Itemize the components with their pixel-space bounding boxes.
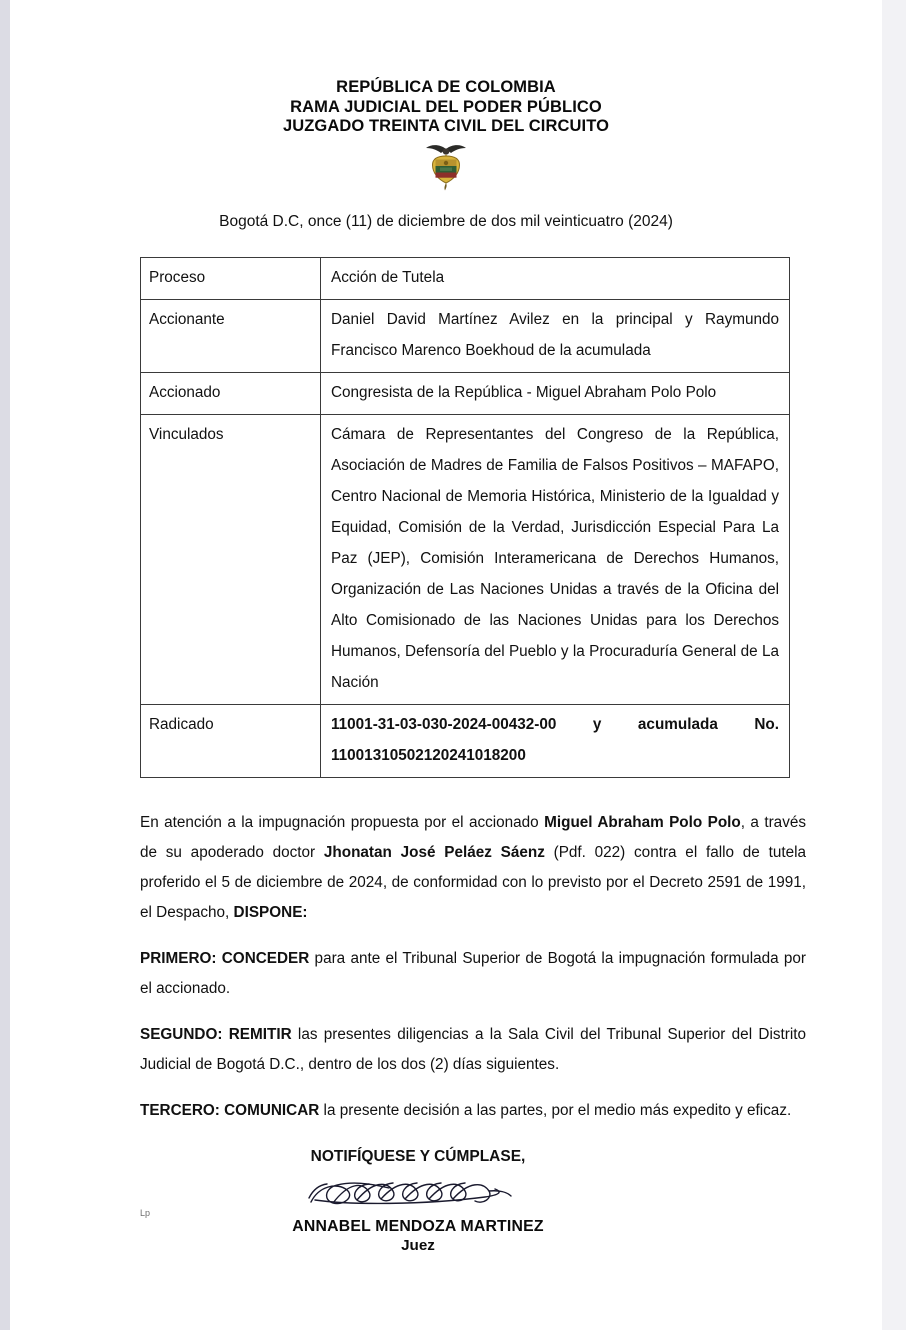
table-key-vinculados: Vinculados (141, 414, 321, 704)
intro-part-1: En atención a la impugnación propuesta por el accionado (140, 813, 545, 831)
table-row (141, 299, 790, 372)
table-value-proceso: Acción de Tutela (321, 257, 790, 299)
left-page-gutter (0, 0, 10, 1330)
judge-role: Juez (401, 1236, 435, 1254)
header-line-judicial-branch: RAMA JUDICIAL DEL PODER PÚBLICO (290, 97, 602, 116)
intro-bold-accionado: Miguel Abraham Polo Polo (544, 813, 741, 831)
table-value-radicado: 11001-31-03-030-2024-00432-00 y acumulada No. 11001310502120241018200 (321, 704, 790, 777)
date-line: Bogotá D.C, once (11) de diciembre de dos mil veinticuatro (2024) (219, 212, 673, 230)
table-key-proceso: Proceso (141, 257, 321, 299)
segundo-label: SEGUNDO: REMITIR (140, 1025, 292, 1043)
document-header (10, 0, 882, 191)
signature-block (140, 1172, 806, 1254)
right-page-gutter (882, 0, 906, 1330)
table-row (141, 704, 790, 777)
table-key-accionado: Accionado (141, 372, 321, 414)
case-info-table (140, 257, 790, 778)
primero-label: PRIMERO: CONCEDER (140, 949, 310, 967)
table-key-radicado: Radicado (141, 704, 321, 777)
colombia-coat-of-arms-icon (423, 141, 469, 191)
paragraph-segundo (140, 1020, 806, 1080)
table-key-accionante: Accionante (141, 299, 321, 372)
table-value-accionado: Congresista de la República - Miguel Abraham Polo Polo (321, 372, 790, 414)
segundo-text: las presentes diligencias a la Sala Civil del Tribunal Superior del Distrito Judicial de Bogotá D.C., dentro de los dos (2) días siguientes. (140, 1025, 806, 1073)
table-value-vinculados: Cámara de Representantes del Congreso de la República, Asociación de Madres de Familia de Falsos Positivos – MAFAPO, Centro Nacional de Memoria Histórica, Ministerio de la Igualdad y Equidad, Comisión de la Verdad, Jurisdicción Especial Para La Paz (JEP), Comisión Interamericana de Derechos Humanos, Organización de Las Naciones Unidas a través de la Oficina del Alto Comisionado de las Naciones Unidas para los Derechos Humanos, Defensoría del Pueblo y la Procuraduría General de La Nación (321, 414, 790, 704)
tercero-text: la presente decisión a las partes, por el medio más expedito y eficaz. (319, 1101, 792, 1119)
header-line-republic: REPÚBLICA DE COLOMBIA (336, 78, 556, 96)
document-body (140, 808, 806, 1254)
intro-bold-apoderado: Jhonatan José Peláez Sáenz (323, 843, 545, 861)
header-line-court: JUZGADO TREINTA CIVIL DEL CIRCUITO (282, 117, 610, 135)
table-value-accionante: Daniel David Martínez Avilez en la principal y Raymundo Francisco Marenco Boekhoud de la acumulada (321, 299, 790, 372)
intro-part-3: (Pdf. 022) contra el fallo de tutela proferido el 5 de diciembre de 2024, de conformidad con lo previsto por el Decreto 2591 de 1991, el Despacho, (140, 843, 806, 921)
table-row (141, 257, 790, 299)
handwritten-signature-icon (140, 1172, 696, 1216)
tercero-label: TERCERO: COMUNICAR (140, 1101, 320, 1119)
intro-bold-dispone: DISPONE: (233, 903, 308, 921)
table-row (141, 414, 790, 704)
primero-text: para ante el Tribunal Superior de Bogotá la impugnación formulada por el accionado. (140, 949, 806, 997)
paragraph-primero (140, 944, 806, 1004)
judge-name: ANNABEL MENDOZA MARTINEZ (292, 1217, 544, 1235)
closing-notification: NOTIFÍQUESE Y CÚMPLASE, (310, 1147, 526, 1165)
table-row (141, 372, 790, 414)
document-page (10, 0, 882, 1330)
intro-part-2: , a través de su apoderado doctor (140, 813, 806, 861)
paragraph-tercero (140, 1096, 806, 1126)
paragraph-intro (140, 808, 806, 928)
clerk-initials: Lp (140, 1208, 151, 1218)
